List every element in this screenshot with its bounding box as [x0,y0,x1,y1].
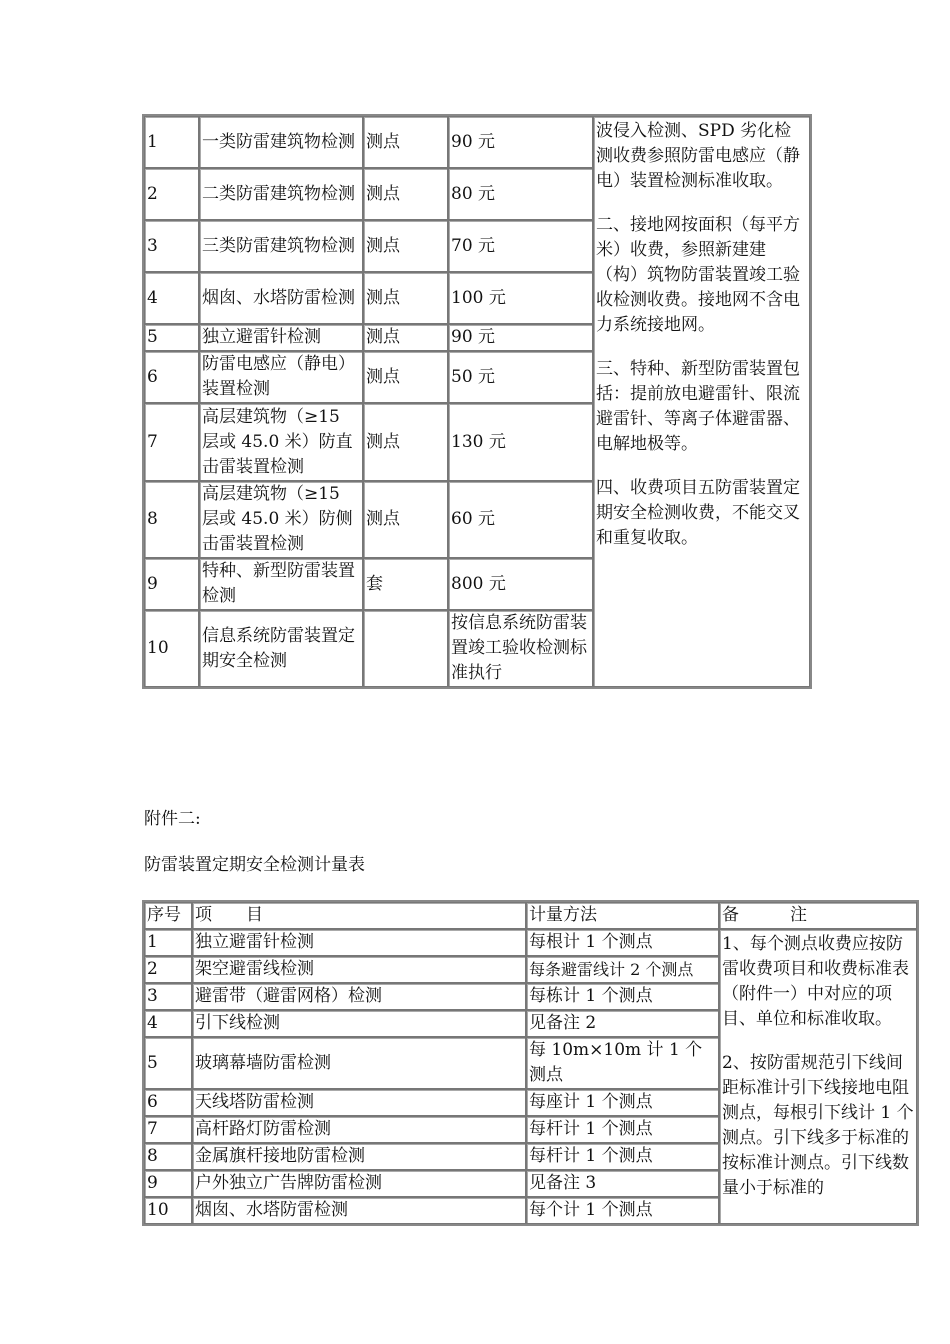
measure-notes [719,929,917,1224]
row-number: 10 [144,610,199,687]
item-name: 架空避雷线检测 [192,956,526,983]
note-paragraph: 三、特种、新型防雷装置包括：提前放电避雷针、限流避雷针、等离子体避雷器、电解地极等。 [596,359,800,454]
attachment-label: 附件二: [144,809,201,829]
row-number: 7 [144,403,199,481]
row-number: 1 [144,929,192,956]
item-name: 玻璃幕墙防雷检测 [192,1037,526,1089]
price: 70 元 [448,220,593,272]
price: 60 元 [448,481,593,558]
item-name: 二类防雷建筑物检测 [199,168,363,220]
unit: 测点 [363,168,448,220]
unit: 测点 [363,481,448,558]
item-name: 高层建筑物（≥15 层或 45.0 米）防侧击雷装置检测 [199,481,363,558]
price: 800 元 [448,558,593,610]
row-number: 6 [144,1089,192,1116]
price: 130 元 [448,403,593,481]
item-name: 烟囱、水塔防雷检测 [199,272,363,324]
item-name: 天线塔防雷检测 [192,1089,526,1116]
row-number: 2 [144,168,199,220]
unit: 测点 [363,272,448,324]
method: 每座计 1 个测点 [526,1089,719,1116]
item-name: 信息系统防雷装置定期安全检测 [199,610,363,687]
item-name: 户外独立广告牌防雷检测 [192,1170,526,1197]
measure-table-title: 防雷装置定期安全检测计量表 [144,855,365,875]
fee-table [142,114,812,689]
item-name: 特种、新型防雷装置检测 [199,558,363,610]
unit [363,610,448,687]
row-number: 4 [144,272,199,324]
unit: 测点 [363,403,448,481]
method: 每 10m×10m 计 1 个测点 [526,1037,719,1089]
price: 按信息系统防雷装置竣工验收检测标准执行 [448,610,593,687]
method: 每根计 1 个测点 [526,929,719,956]
method: 见备注 3 [526,1170,719,1197]
price: 80 元 [448,168,593,220]
note-paragraph: 二、接地网按面积（每平方米）收费，参照新建建（构）筑物防雷装置竣工验收检测收费。接地网不含电力系统接地网。 [596,215,800,335]
table-header-row [144,902,917,929]
item-name: 金属旗杆接地防雷检测 [192,1143,526,1170]
row-number: 5 [144,324,199,351]
row-number: 3 [144,983,192,1010]
note-paragraph: 四、收费项目五防雷装置定期安全检测收费，不能交叉和重复收取。 [596,478,800,548]
unit: 套 [363,558,448,610]
unit: 测点 [363,116,448,168]
row-number: 1 [144,116,199,168]
item-name: 避雷带（避雷网格）检测 [192,983,526,1010]
header-method: 计量方法 [526,902,719,929]
header-item: 项 目 [192,902,526,929]
row-number: 9 [144,558,199,610]
price: 90 元 [448,116,593,168]
row-number: 5 [144,1037,192,1089]
item-name: 三类防雷建筑物检测 [199,220,363,272]
item-name: 独立避雷针检测 [199,324,363,351]
unit: 测点 [363,324,448,351]
method: 见备注 2 [526,1010,719,1037]
unit: 测点 [363,351,448,403]
price: 90 元 [448,324,593,351]
row-number: 10 [144,1197,192,1224]
measure-table [142,900,919,1226]
row-number: 8 [144,481,199,558]
row-number: 3 [144,220,199,272]
fee-notes [593,116,810,687]
method: 每条避雷线计 2 个测点 [526,956,719,983]
note-paragraph: 1、每个测点收费应按防雷收费项目和收费标准表（附件一）中对应的项目、单位和标准收取。 [722,934,909,1029]
header-remark: 备 注 [719,902,917,929]
item-name: 防雷电感应（静电）装置检测 [199,351,363,403]
method: 每个计 1 个测点 [526,1197,719,1224]
item-name: 一类防雷建筑物检测 [199,116,363,168]
method: 每杆计 1 个测点 [526,1143,719,1170]
price: 100 元 [448,272,593,324]
row-number: 6 [144,351,199,403]
item-name: 独立避雷针检测 [192,929,526,956]
table-row [144,116,810,168]
item-name: 高杆路灯防雷检测 [192,1116,526,1143]
row-number: 8 [144,1143,192,1170]
method: 每杆计 1 个测点 [526,1116,719,1143]
note-paragraph: 2、按防雷规范引下线间距标准计引下线接地电阻测点，每根引下线计 1 个测点。引下线多于标准的按标准计测点。引下线数量小于标准的 [722,1053,914,1198]
header-no: 序号 [144,902,192,929]
row-number: 4 [144,1010,192,1037]
note-paragraph: 波侵入检测、SPD 劣化检测收费参照防雷电感应（静电）装置检测标准收取。 [596,121,800,191]
item-name: 引下线检测 [192,1010,526,1037]
item-name: 烟囱、水塔防雷检测 [192,1197,526,1224]
row-number: 2 [144,956,192,983]
row-number: 7 [144,1116,192,1143]
method: 每栋计 1 个测点 [526,983,719,1010]
price: 50 元 [448,351,593,403]
row-number: 9 [144,1170,192,1197]
table-row [144,929,917,956]
item-name: 高层建筑物（≥15 层或 45.0 米）防直击雷装置检测 [199,403,363,481]
unit: 测点 [363,220,448,272]
